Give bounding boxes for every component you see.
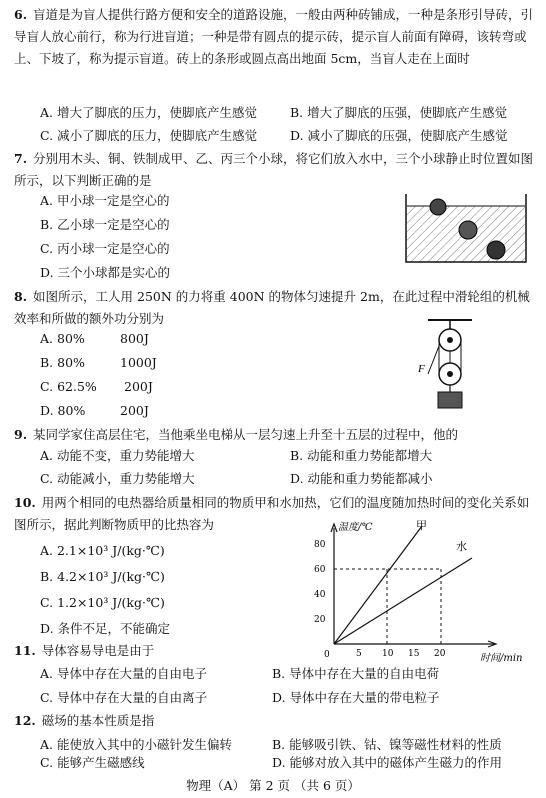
question-text: 用两个相同的电热器给质量相同的物质甲和水加热，它们的温度随加热时间的变化关系如图所示，据此判断物质甲的比热容为 xyxy=(14,495,530,532)
question-number: 9. xyxy=(14,427,28,442)
x-tick: 5 xyxy=(356,649,362,659)
pulley-axle xyxy=(447,337,453,343)
option-c: C. 丙小球一定是空心的 xyxy=(40,241,170,256)
option-label: A. xyxy=(40,331,54,346)
pulley-figure xyxy=(414,316,486,412)
page-footer: 物理（A） 第 2 页 （共 6 页） xyxy=(186,778,360,793)
option-c: C. 1.2×10³ J/(kg·℃) xyxy=(40,595,165,610)
question-7 xyxy=(14,148,534,192)
option-d: D. 动能和重力势能都减小 xyxy=(290,471,433,486)
question-number: 12. xyxy=(14,713,36,728)
option-a: A. 增大了脚底的压力，使脚底产生感觉 xyxy=(40,105,257,120)
option-efficiency: 80% xyxy=(57,403,86,418)
option-a: A. 2.1×10³ J/(kg·℃) xyxy=(40,543,165,558)
line-jia xyxy=(334,526,422,644)
question-number: 8. xyxy=(14,289,28,304)
option-label: B. xyxy=(40,355,54,370)
option-c: C. 动能减小，重力势能增大 xyxy=(40,471,195,486)
y-tick: 80 xyxy=(314,540,326,550)
option-work: 1000J xyxy=(120,355,157,370)
option-d: D. 条件不足，不能确定 xyxy=(40,621,171,636)
option-label: C. xyxy=(40,379,54,394)
y-tick: 40 xyxy=(314,590,326,600)
question-text: 分别用木头、铜、铁制成甲、乙、丙三个小球，将它们放入水中，三个小球静止时位置如图所示，以下判断正确的是 xyxy=(14,151,534,188)
option-d: D. 能够对放入其中的磁体产生磁力的作用 xyxy=(272,755,503,770)
option-label: D. xyxy=(40,403,54,418)
line-water-label: 水 xyxy=(456,540,467,553)
question-text: 如图所示，工人用 250N 的力将重 400N 的物体匀速提升 2m，在此过程中滑轮组的机械效率和所做的额外功分别为 xyxy=(14,289,530,326)
load-block xyxy=(438,392,462,408)
option-d: D. 导体中存在大量的带电粒子 xyxy=(272,690,440,705)
line-jia-label: 甲 xyxy=(416,519,427,532)
force-label: F xyxy=(418,363,425,375)
water-tank-figure xyxy=(404,192,530,264)
x-axis-label: 时间/min xyxy=(480,653,523,662)
ball-bing xyxy=(487,241,505,259)
option-efficiency: 80% xyxy=(57,355,85,370)
question-11 xyxy=(14,640,534,662)
option-d: D. 三个小球都是实心的 xyxy=(40,265,171,280)
option-c xyxy=(40,378,97,396)
question-text: 磁场的基本性质是指 xyxy=(41,713,155,728)
ball-yi xyxy=(459,221,477,239)
option-work: 800J xyxy=(120,331,149,346)
question-number: 7. xyxy=(14,151,28,166)
option-a: A. 动能不变，重力势能增大 xyxy=(40,448,195,463)
line-water xyxy=(334,558,472,644)
option-b: B. 导体中存在大量的自由电荷 xyxy=(272,666,440,681)
option-b: B. 增大了脚底的压强，使脚底产生感觉 xyxy=(290,105,508,120)
question-9 xyxy=(14,424,534,446)
question-6 xyxy=(14,4,534,70)
option-c: C. 减小了脚底的压力，使脚底产生感觉 xyxy=(40,128,258,143)
question-text: 盲道是为盲人提供行路方便和安全的道路设施，一般由两种砖铺成，一种是条形引导砖，引导盲人放心前行，称为行进盲道；一种是带有圆点的提示砖，提示盲人前面有障碍，该转弯或上、下坡了，称为提示盲道。砖上的条形或圆点高出地面 5cm，当盲人走在上面时 xyxy=(14,7,534,66)
pulley-axle xyxy=(447,371,453,377)
option-a: A. 能使放入其中的小磁针发生偏转 xyxy=(40,737,232,752)
pull-rope xyxy=(428,346,439,374)
option-b: B. 动能和重力势能都增大 xyxy=(290,448,433,463)
option-work: 200J xyxy=(120,403,149,418)
x-tick: 15 xyxy=(408,649,420,659)
option-work: 200J xyxy=(124,379,153,394)
question-number: 6. xyxy=(14,7,28,22)
option-efficiency: 80% xyxy=(57,331,85,346)
option-a: A. 导体中存在大量的自由电子 xyxy=(40,666,207,681)
question-text: 导体容易导电是由于 xyxy=(41,643,155,658)
ball-jia xyxy=(430,199,446,215)
origin-label: 0 xyxy=(324,650,330,660)
option-c: C. 导体中存在大量的自由离子 xyxy=(40,690,208,705)
option-d xyxy=(40,402,85,420)
question-number: 11. xyxy=(14,643,36,658)
option-a xyxy=(40,330,85,348)
option-efficiency: 62.5% xyxy=(57,379,97,394)
x-tick: 20 xyxy=(434,649,446,659)
option-b xyxy=(40,354,85,372)
question-text: 某同学家住高层住宅，当他乘坐电梯从一层匀速上升至十五层的过程中，他的 xyxy=(33,427,459,442)
question-12 xyxy=(14,710,534,732)
question-number: 10. xyxy=(14,495,36,510)
y-tick: 20 xyxy=(314,615,326,625)
x-tick: 10 xyxy=(382,649,394,659)
option-b: B. 能够吸引铁、钴、镍等磁性材料的性质 xyxy=(272,737,502,752)
option-c: C. 能够产生磁感线 xyxy=(40,755,145,770)
option-b: B. 4.2×10³ J/(kg·℃) xyxy=(40,569,165,584)
option-b: B. 乙小球一定是空心的 xyxy=(40,217,170,232)
y-axis-label: 温度/℃ xyxy=(338,522,373,533)
y-tick: 60 xyxy=(314,565,326,575)
option-d: D. 减小了脚底的压强，使脚底产生感觉 xyxy=(290,128,508,143)
option-a: A. 甲小球一定是空心的 xyxy=(40,193,170,208)
